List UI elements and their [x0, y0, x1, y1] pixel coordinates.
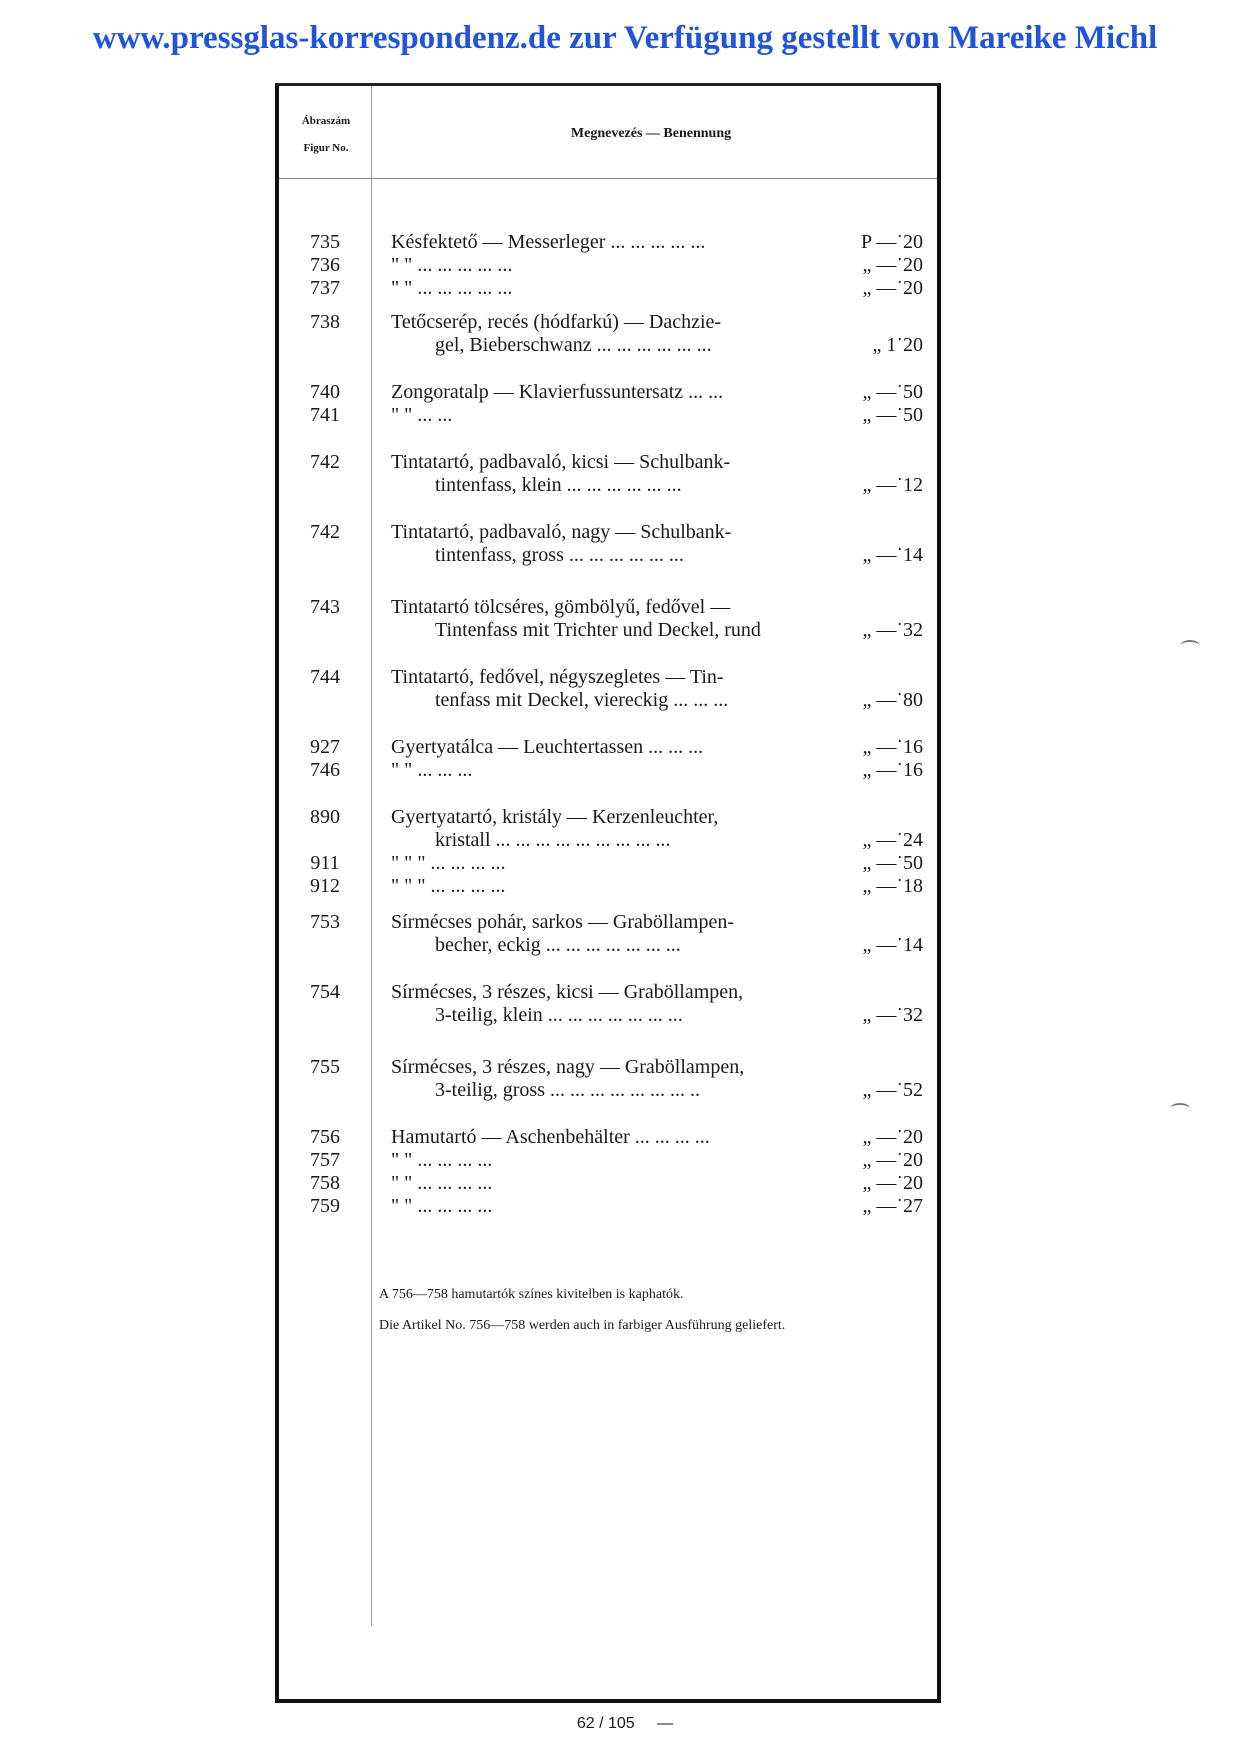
figure-number: 754: [310, 981, 340, 1003]
figure-number: 927: [310, 736, 340, 758]
description-cell: [391, 521, 841, 567]
figure-number: [289, 829, 361, 852]
figure-number: 741: [310, 404, 340, 426]
figure-number: 756: [310, 1126, 340, 1148]
header-name: Megnevezés — Benennung: [570, 126, 732, 141]
figure-number: 735: [310, 231, 340, 253]
price: „ —˙80: [862, 689, 923, 711]
figure-number-cell: [289, 381, 361, 427]
figure-number-cell: [289, 911, 361, 934]
description-cell: [391, 736, 841, 782]
description-line: Sírmécses, 3 részes, kicsi — Graböllampen,: [391, 981, 744, 1003]
description-line: 3-teilig, klein ... ... ... ... ... ... ...: [435, 1004, 683, 1026]
price: „ 1˙20: [872, 334, 923, 356]
figure-number-cell: [289, 806, 361, 898]
description-line: gel, Bieberschwanz ... ... ... ... ... ...: [435, 334, 712, 356]
figure-number: 746: [310, 759, 340, 781]
price-cell: [833, 666, 923, 712]
description-cell: [391, 1126, 841, 1218]
figure-number: 758: [310, 1172, 340, 1194]
figure-number: 911: [310, 852, 340, 874]
column-divider: [371, 86, 372, 1626]
price: [833, 911, 923, 934]
price: „ —˙24: [862, 829, 923, 851]
price: „ —˙20: [862, 277, 923, 299]
description-line: " " ... ... ... ...: [391, 1149, 493, 1171]
price: „ —˙16: [862, 736, 923, 758]
description-cell: [391, 911, 841, 957]
figure-number: 753: [310, 911, 340, 933]
description-line: Tintatartó, fedővel, négyszegletes — Tin-: [391, 666, 724, 688]
description-line: Hamutartó — Aschenbehälter ... ... ... ...: [391, 1126, 710, 1148]
description-cell: [391, 381, 841, 427]
price: „ —˙18: [862, 875, 923, 897]
figure-number: 757: [310, 1149, 340, 1171]
price: „ —˙50: [862, 852, 923, 874]
description-line: Tintatartó, padbavaló, kicsi — Schulbank-: [391, 451, 731, 473]
figure-number-cell: [289, 311, 361, 334]
note-hungarian: A 756—758 hamutartók színes kivitelben is kaphatók.: [379, 1287, 684, 1302]
description-line: Sírmécses, 3 részes, nagy — Graböllampen,: [391, 1056, 745, 1078]
price: „ —˙50: [862, 381, 923, 403]
description-line: Tetőcserép, recés (hódfarkú) — Dachzie-: [391, 311, 722, 333]
price: [833, 311, 923, 334]
price-cell: [833, 521, 923, 567]
price-cell: [833, 1126, 923, 1218]
description-line: " " ... ... ... ... ...: [391, 277, 513, 299]
description-cell: [391, 451, 841, 497]
figure-number: 759: [310, 1195, 340, 1217]
figure-number: 742: [310, 521, 340, 543]
price: „ —˙50: [862, 404, 923, 426]
price: [833, 451, 923, 474]
price-cell: [833, 911, 923, 957]
description-line: tintenfass, klein ... ... ... ... ... ...: [435, 474, 682, 496]
figure-number: 743: [310, 596, 340, 618]
figure-number: 737: [310, 277, 340, 299]
price: [833, 596, 923, 619]
description-line: " " ... ... ... ...: [391, 1172, 493, 1194]
figure-number-cell: [289, 1056, 361, 1079]
price-cell: [833, 806, 923, 898]
catalog-table: [275, 83, 941, 1703]
description-line: " " ... ... ... ...: [391, 1195, 493, 1217]
description-line: tintenfass, gross ... ... ... ... ... ...: [435, 544, 684, 566]
figure-number-cell: [289, 231, 361, 300]
description-cell: [391, 806, 841, 898]
figure-number-cell: [289, 1126, 361, 1218]
price: [833, 666, 923, 689]
scan-mark-icon: [1170, 1103, 1190, 1115]
figure-number: 738: [310, 311, 340, 333]
description-line: becher, eckig ... ... ... ... ... ... ...: [435, 934, 681, 956]
description-line: " " ... ... ... ... ...: [391, 254, 513, 276]
price: „ —˙52: [862, 1079, 923, 1101]
description-line: Gyertyatálca — Leuchtertassen ... ... ...: [391, 736, 704, 758]
figure-number: 742: [310, 451, 340, 473]
price: „ —˙12: [862, 474, 923, 496]
price: [833, 806, 923, 829]
description-line: 3-teilig, gross ... ... ... ... ... ... ... ..: [435, 1079, 700, 1101]
figure-number: 744: [310, 666, 340, 688]
price: „ —˙14: [862, 934, 923, 956]
price-cell: [833, 451, 923, 497]
description-line: tenfass mit Deckel, viereckig ... ... ...: [435, 689, 729, 711]
figure-number-cell: [289, 666, 361, 689]
description-cell: [391, 981, 841, 1027]
price: „ —˙20: [862, 1149, 923, 1171]
description-line: Sírmécses pohár, sarkos — Graböllampen-: [391, 911, 734, 933]
price: „ —˙20: [862, 254, 923, 276]
price: P —˙20: [860, 231, 923, 253]
figure-number-cell: [289, 451, 361, 474]
description-cell: [391, 666, 841, 712]
description-line: Tintenfass mit Trichter und Deckel, rund: [435, 619, 761, 641]
figure-number-cell: [289, 521, 361, 544]
price-cell: [833, 596, 923, 642]
description-line: Késfektető — Messerleger ... ... ... ... ...: [391, 231, 706, 253]
price: „ —˙20: [862, 1126, 923, 1148]
price: „ —˙32: [862, 619, 923, 641]
price-cell: [833, 381, 923, 427]
price-cell: [833, 311, 923, 357]
description-cell: [391, 311, 841, 357]
description-line: " " ... ...: [391, 404, 453, 426]
price-cell: [833, 981, 923, 1027]
description-cell: [391, 231, 841, 300]
figure-number-cell: [289, 596, 361, 619]
price: [833, 521, 923, 544]
header-figure-number-hu: Ábraszám: [301, 115, 351, 127]
price: „ —˙27: [862, 1195, 923, 1217]
description-line: " " " ... ... ... ...: [391, 875, 506, 897]
description-line: Gyertyatartó, kristály — Kerzenleuchter,: [391, 806, 719, 828]
footer-dash: —: [657, 1715, 674, 1732]
price: „ —˙14: [862, 544, 923, 566]
description-line: Zongoratalp — Klavierfussuntersatz ... ...: [391, 381, 724, 403]
note-german: Die Artikel No. 756—758 werden auch in farbiger Ausführung geliefert.: [379, 1318, 786, 1333]
price-cell: [833, 231, 923, 300]
table-note: [379, 1279, 899, 1341]
description-line: " " " ... ... ... ...: [391, 852, 506, 874]
header-figure-number-de: Figur No.: [303, 142, 349, 154]
price: [833, 1056, 923, 1079]
figure-number-cell: [289, 736, 361, 782]
scan-mark-icon: [1180, 640, 1200, 652]
figure-number: 740: [310, 381, 340, 403]
description-cell: [391, 1056, 841, 1102]
figure-number: 736: [310, 254, 340, 276]
page-number: 62 / 105: [576, 1715, 635, 1732]
description-cell: [391, 596, 841, 642]
figure-number: 912: [310, 875, 340, 897]
price: „ —˙16: [862, 759, 923, 781]
source-header-link[interactable]: www.pressglas-korrespondenz.de zur Verfügung gestellt von Mareike Michl: [92, 20, 1158, 56]
description-line: " " ... ... ...: [391, 759, 473, 781]
header-figure-number: [283, 108, 369, 162]
price-cell: [833, 736, 923, 782]
figure-number: 755: [310, 1056, 340, 1078]
figure-number: 890: [310, 806, 340, 828]
price: „ —˙32: [862, 1004, 923, 1026]
price: „ —˙20: [862, 1172, 923, 1194]
price: [833, 981, 923, 1004]
description-line: Tintatartó tölcséres, gömbölyű, fedővel —: [391, 596, 731, 618]
description-line: kristall ... ... ... ... ... ... ... ... ...: [435, 829, 671, 851]
price-cell: [833, 1056, 923, 1102]
table-header: [279, 86, 937, 179]
description-line: Tintatartó, padbavaló, nagy — Schulbank-: [391, 521, 732, 543]
page-footer: [0, 1715, 1250, 1733]
figure-number-cell: [289, 981, 361, 1004]
